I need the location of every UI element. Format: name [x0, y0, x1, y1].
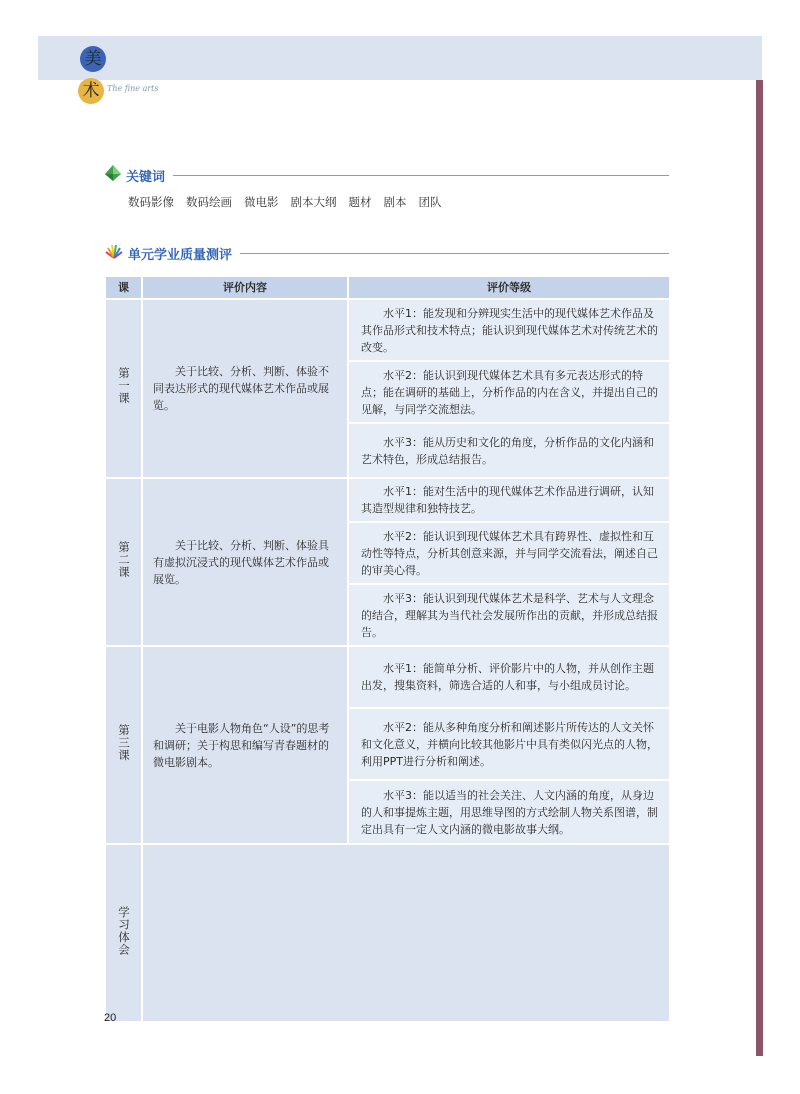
gem-icon [104, 164, 122, 186]
content-cell: 关于比较、分析、判断、体验不同表达形式的现代媒体艺术作品或展览。 [142, 299, 348, 478]
keywords-heading [104, 164, 669, 186]
column-header-lesson: 课 [105, 276, 142, 299]
evaluation-title: 单元学业质量测评 [128, 247, 233, 263]
logo-mei: 美 [80, 46, 106, 72]
keywords-rule [173, 175, 669, 176]
lesson-cell [105, 844, 142, 1022]
logo-shu: 术 [78, 78, 104, 104]
reflection-writing-area[interactable] [142, 844, 670, 1022]
keyword-item: 数码绘画 [186, 195, 232, 209]
level-cell: 水平2：能认识到现代媒体艺术具有跨界性、虚拟性和互动性等特点，分析其创意来源，并与同学交流看法，阐述自己的审美心得。 [348, 522, 670, 584]
keyword-item: 数码影像 [128, 195, 174, 209]
lesson-label: 第三课 [117, 723, 131, 762]
reflection-label: 学习体会 [117, 905, 131, 956]
level-cell: 水平1：能简单分析、评价影片中的人物，并从创作主题出发，搜集资料，筛选合适的人和事，与小组成员讨论。 [348, 646, 670, 708]
level-cell: 水平1：能对生活中的现代媒体艺术作品进行调研，认知其造型规律和独特技艺。 [348, 478, 670, 522]
level-cell: 水平2：能从多种角度分析和阐述影片所传达的人文关怀和文化意义，并横向比较其他影片中具有类似闪光点的人物，利用PPT进行分析和阐述。 [348, 708, 670, 780]
keywords-title: 关键词 [126, 169, 166, 185]
lesson-label: 第二课 [117, 540, 131, 579]
level-cell: 水平3：能以适当的社会关注、人文内涵的角度，从身边的人和事提炼主题，用思维导图的方式绘制人物关系图谱，制定出具有一定人文内涵的微电影故事大纲。 [348, 780, 670, 844]
column-header-level: 评价等级 [348, 276, 670, 299]
keyword-item: 团队 [418, 195, 442, 209]
content-cell: 关于电影人物角色“人设”的思考和调研；关于构思和编写青春题材的微电影剧本。 [142, 646, 348, 844]
keyword-item: 剧本大纲 [290, 195, 337, 209]
lesson-cell [105, 646, 142, 844]
table-row [105, 299, 670, 361]
table-row [105, 478, 670, 522]
keyword-item: 微电影 [244, 195, 279, 209]
table-row [105, 646, 670, 708]
lesson-cell [105, 299, 142, 478]
fan-icon [104, 243, 124, 263]
logo-subtitle: The fine arts [107, 84, 159, 93]
table-row [105, 844, 670, 1022]
keyword-item: 题材 [348, 195, 372, 209]
keywords-list [128, 194, 442, 210]
evaluation-rule [240, 253, 669, 254]
lesson-cell [105, 478, 142, 646]
side-bar [756, 80, 763, 1056]
level-cell: 水平1：能发现和分辨现实生活中的现代媒体艺术作品及其作品形式和技术特点；能认识到现代媒体艺术对传统艺术的改变。 [348, 299, 670, 361]
content-cell: 关于比较、分析、判断、体验具有虚拟沉浸式的现代媒体艺术作品或展览。 [142, 478, 348, 646]
keyword-item: 剧本 [383, 195, 407, 209]
column-header-content: 评价内容 [142, 276, 348, 299]
level-cell: 水平3：能从历史和文化的角度，分析作品的文化内涵和艺术特色，形成总结报告。 [348, 423, 670, 478]
evaluation-heading [104, 243, 669, 263]
level-cell: 水平3：能认识到现代媒体艺术是科学、艺术与人文理念的结合，理解其为当代社会发展所作出的贡献，并形成总结报告。 [348, 584, 670, 646]
lesson-label: 第一课 [117, 367, 131, 405]
header-band [38, 36, 762, 80]
table-header-row [105, 276, 670, 299]
page-number: 20 [104, 1012, 117, 1024]
evaluation-table [104, 275, 671, 1023]
level-cell: 水平2：能认识到现代媒体艺术具有多元表达形式的特点；能在调研的基础上，分析作品的内在含义，并提出自己的见解，与同学交流想法。 [348, 361, 670, 423]
